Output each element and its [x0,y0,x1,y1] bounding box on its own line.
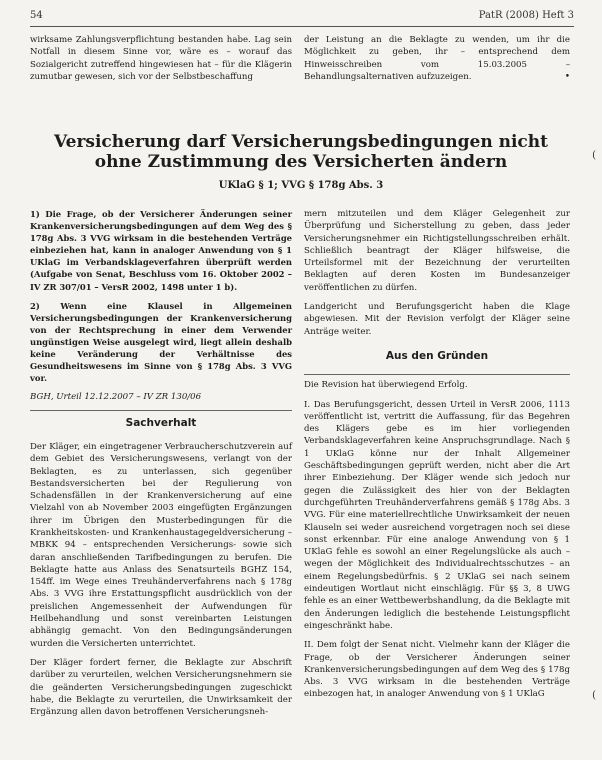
citation-rule [30,410,292,411]
article-left-column [30,208,292,725]
headnote-2: 2) Wenn eine Klausel in Allgemeinen Versicherungsbedingungen der Krankenversicherung von der Rechtsprechung in einer dem Verwender ungünstigen Weise ausgelegt wird, liegt allein deshalb keine Veränderung der Verhältnisse des Gesundheitswesens im Sinne von § 178g Abs. 3 VVG vor. [30,300,292,384]
top-left-column [30,34,292,90]
continued-text-right [304,34,570,83]
section-heading-gruende: Aus den Gründen [385,349,489,362]
page-number: 54 [30,10,43,21]
article-end-mark: • [564,71,570,82]
sachverhalt-paragraph-1: Der Kläger, ein eingetragener Verbraucherschutzverein auf dem Gebiet des Versicherungswesens, verlangt von der Beklagten, es zu unterlassen, sich gegenüber Bestandsversicherten bei der Regulierung von Schadensfällen in der Krankenversicherung auf eine Vielzahl von ab November 2003 eingefügten Ergänzungen ihrer im Übrigen den Musterbedingungen für die Krankheitskosten- und Krankenhaustagegeldversicherung – MBKK 94 – entsprechenden Versicherungs- sowie sich daran anschließenden Tarifbedingungen zu berufen. Die Beklagte hatte aus Anlass des Senatsurteils BGHZ 154, 154ff. im Wege eines Treuhänderverfahrens nach § 178g Abs. 3 VVG ihre Erstattungspflicht ausdrücklich von der preislichen Angemessenheit der Aufwendungen für Heilbehandlung und sonst vereinbarten Leistungen abhängig gemacht. Von den Bedingungsänderungen wurden die Versicherten unterrichtet. [30,441,292,649]
right-paragraph-1: mern mitzuteilen und dem Kläger Gelegenheit zur Überprüfung und Sicherstellung zu geben, dass jeder Versicherungsnehmer ein Richtigstellungsschreiben erhält. Schließlich beantragt der Kläger hilfsweise, die Urteilsformel mit der Bezeichnung der verurteilten Beklagten auf deren Kosten im Bundesanzeiger veröffentlichen zu dürfen. [304,209,570,293]
sachverhalt-paragraph-2: Der Kläger fordert ferner, die Beklagte zur Abschrift darüber zu verurteilen, welchen Versicherungsnehmern sie die geänderten Versicherungsbedingungen zugeschickt habe, die Beklagte zu verurteilen, die Unwirksamkeit der Ergänzung allen davon betroffenen Versicherungsneh- [30,657,292,718]
margin-mark-2: ( [592,690,596,701]
gruende-rule [304,374,570,375]
gruende-paragraph-1: I. Das Berufungsgericht, dessen Urteil in VersR 2006, 1113 veröffentlicht ist, vertritt die Auffassung, für das Begehren des Klägers gebe es im hier vorliegenden Verbandsklageverfahren keine Anspruchsgrundlage. Nach § 1 UKlaG könne nur der Inhalt Allgemeiner Geschäftsbedingungen geprüft werden, nicht aber die Art ihrer Einbeziehung. Der Kläger wende sich jedoch nur gegen die Zulässigkeit des hier von der Beklagten durchgeführten Treuhänderverfahrens gemäß § 178g Abs. 3 VVG. Für eine materiellrechtliche Unwirksamkeit der neuen Klauseln sei weder ausreichend vorgetragen noch sei diese sonst erkennbar. Für eine analoge Anwendung von § 1 UKlaG fehle es sowohl an einer Regelungslücke als auch – wegen der Möglichkeit des Individualrechtsschutzes – an einem Regelungsbedürfnis. § 2 UKlaG sei nach seinem eindeutigen Wortlaut nicht einschlägig. Für §§ 3, 8 UWG fehle es an einer Wettbewerbshandlung, da die Beklagte mit den Änderungen lediglich die bestehende Leistungspflicht eingeschränkt habe. [304,399,570,631]
margin-mark-1: ( [592,150,596,161]
article-right-column [304,208,570,708]
gruende-intro: Die Revision hat überwiegend Erfolg. [304,380,468,391]
article-statutes: UKlaG § 1; VVG § 178g Abs. 3 [218,180,384,191]
article-title-block [30,132,572,191]
headnote-1: 1) Die Frage, ob der Versicherer Änderungen seiner Krankenversicherungsbedingungen auf dem Weg des § 178g Abs. 3 VVG wirksam in die bestehenden Verträge einbeziehen hat, kann in analoger Anwendung von § 1 UKlaG im Verbandsklageverfahren überprüft werden (Aufgabe von Senat, Beschluss vom 16. Oktober 2002 – IV ZR 307/01 – VersR 2002, 1498 unter 1 b). [30,209,292,292]
gruende-paragraph-2: II. Dem folgt der Senat nicht. Vielmehr kann der Kläger die Frage, ob der Versicherer Änderungen seiner Krankenversicherungsbedingungen auf dem Weg des § 178g Abs. 3 VVG wirksam in die bestehenden Verträge einbezogen hat, in analoger Anwendung von § 1 UKlaG [304,640,570,700]
top-right-column [304,34,570,90]
right-paragraph-2: Landgericht und Berufungsgericht haben die Klage abgewiesen. Mit der Revision verfolgt der Kläger seine Anträge weiter. [304,302,570,337]
section-heading-sachverhalt: Sachverhalt [125,416,197,429]
header-rule [30,26,574,27]
continued-text-left: wirksame Zahlungsverpflichtung bestanden habe. Lag sein Notfall in diesem Sinne vor, wäre es – worauf das Sozialgericht zutreffend hingewiesen hat – für die Klägerin zumutbar gewesen, sich vor der Selbstbeschaffung [30,35,292,82]
continued-text-right-body: der Leistung an die Beklagte zu wenden, um ihr die Möglichkeit zu geben, ihr – entsprechend dem Hinweisschreiben vom 15.03.2005 – Behandlungsalternativen aufzuzeigen. [304,35,570,82]
article-title: Versicherung darf Versicherungsbedingungen nicht ohne Zustimmung des Versicherten ändern [54,132,548,172]
page-header [30,10,574,21]
journal-reference: PatR (2008) Heft 3 [478,10,574,21]
court-citation: BGH, Urteil 12.12.2007 – IV ZR 130/06 [30,392,202,403]
